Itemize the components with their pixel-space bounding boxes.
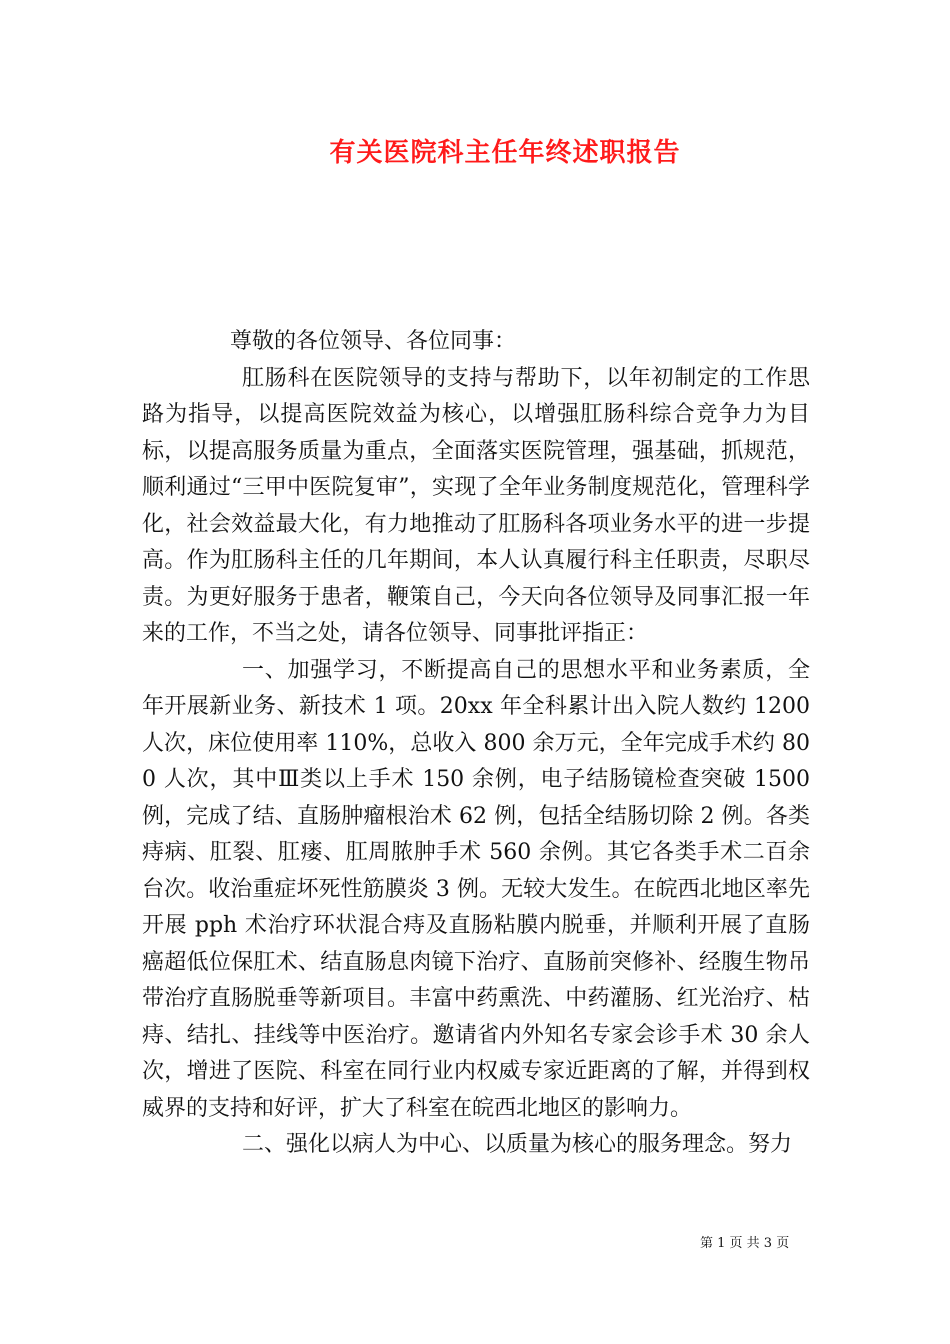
paragraph-intro: 肛肠科在医院领导的支持与帮助下，以年初制定的工作思路为指导，以提高医院效益为核心，以增强肛肠科综合竞争力为目标，以提高服务质量为重点，全面落实医院管理，强基础，抓规范，顺利通过“三甲中医院复审”，实现了全年业务制度规范化，管理科学化，社会效益最大化，有力地推动了肛肠科各项业务水平的进一步提高。作为肛肠科主任的几年期间，本人认真履行科主任职责，尽职尽责。为更好服务于患者，鞭策自己，今天向各位领导及同事汇报一年来的工作，不当之处，请各位领导、同事批评指正： [142,365,810,646]
document-title: 有关医院科主任年终述职报告 [329,138,681,168]
document-body [142,324,810,1164]
paragraph-section-1: 一、加强学习，不断提高自己的思想水平和业务素质，全年开展新业务、新技术 1 项。20xx 年全科累计出入院人数约 1200 人次，床位使用率 110%，总收入 800 余万元，全年完成手术约 800 人次，其中Ⅲ类以上手术 150 余例，电子结肠镜检查突破 1500 例，完成了结、直肠肿瘤根治术 62 例，包括全结肠切除 2 例。各类痔病、肛裂、肛瘘、肛周脓肿手术 560 余例。其它各类手术二百余台次。收治重症坏死性筋膜炎 3 例。无较大发生。在皖西北地区率先开展 pph 术治疗环状混合痔及直肠粘膜内脱垂，并顺利开展了直肠癌超低位保肛术、结直肠息肉镜下治疗、直肠前突修补、经腹生物吊带治疗直肠脱垂等新项目。丰富中药熏洗、中药灌肠、红光治疗、枯痔、结扎、挂线等中医治疗。邀请省内外知名专家会诊手术 30 余人次，增进了医院、科室在同行业内权威专家近距离的了解，并得到权威界的支持和好评，扩大了科室在皖西北地区的影响力。 [142,657,810,1121]
page-number: 第 1 页 共 3 页 [700,1236,790,1251]
salutation: 尊敬的各位领导、各位同事： [230,329,517,354]
paragraph-section-2: 二、强化以病人为中心、以质量为核心的服务理念。努力 [242,1132,793,1157]
